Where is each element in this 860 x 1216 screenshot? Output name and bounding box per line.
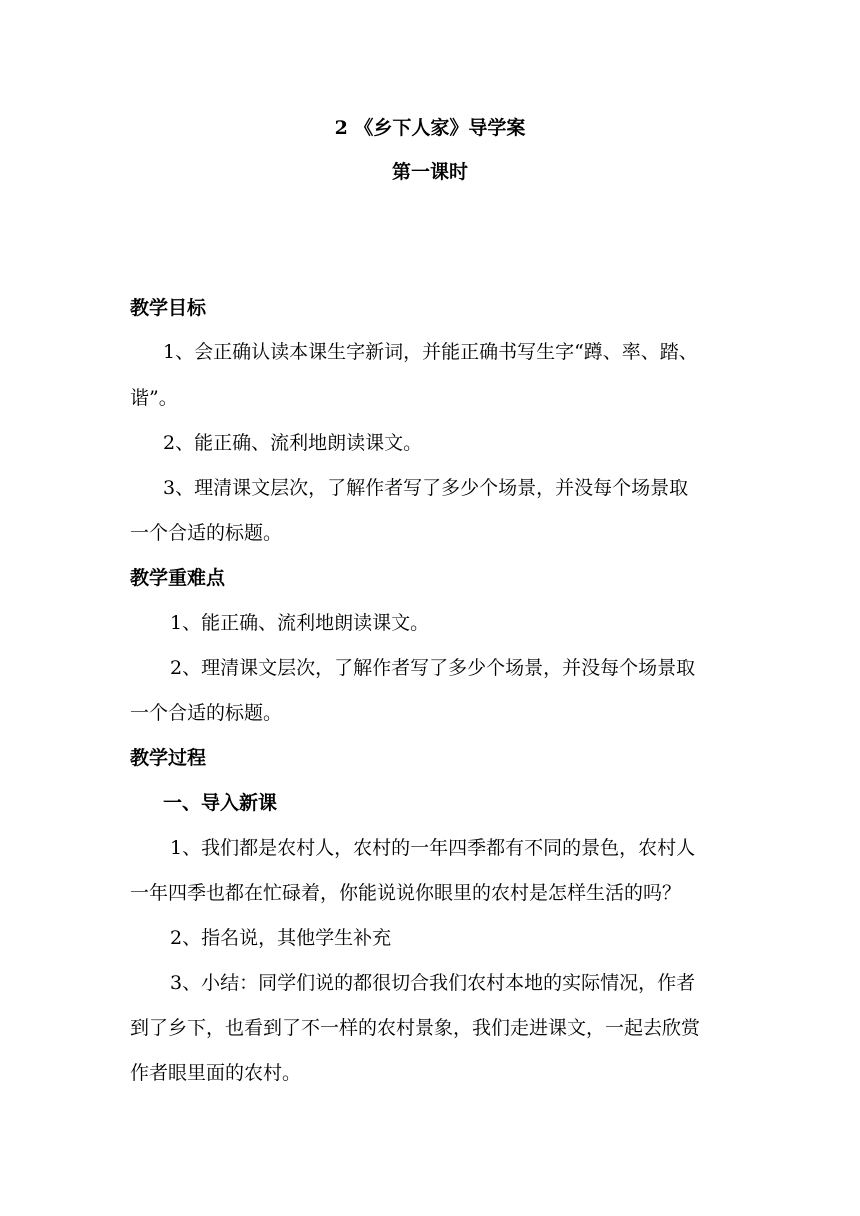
process-subheading: 一、导入新课 <box>163 792 278 814</box>
key-point-item-2-line-1: 2、理清课文层次，了解作者写了多少个场景，并没每个场景取 <box>170 657 696 679</box>
objectives-heading: 教学目标 <box>130 297 207 319</box>
process-item-3-line-3: 作者眼里面的农村。 <box>130 1062 302 1084</box>
key-point-item-2-line-2: 一个合适的标题。 <box>130 702 283 724</box>
objective-item-1-line-1: 1、会正确认读本课生字新词，并能正确书写生字“蹲、率、踏、 <box>163 341 698 363</box>
process-item-1-line-2: 一年四季也都在忙碌着，你能说说你眼里的农村是怎样生活的吗？ <box>130 882 682 904</box>
key-point-item-1-line-1: 1、能正确、流利地朗读课文。 <box>170 612 430 634</box>
objective-item-1-line-2: 谐”。 <box>130 387 178 409</box>
process-item-1-line-1: 1、我们都是农村人，农村的一年四季都有不同的景色，农村人 <box>170 837 696 859</box>
process-item-2-line-1: 2、指名说，其他学生补充 <box>170 927 392 949</box>
objective-item-2-line-1: 2、能正确、流利地朗读课文。 <box>163 432 423 454</box>
objective-item-3-line-1: 3、理清课文层次，了解作者写了多少个场景，并没每个场景取 <box>163 477 689 499</box>
process-item-3-line-2: 到了乡下，也看到了不一样的农村景象，我们走进课文，一起去欣赏 <box>130 1017 701 1039</box>
process-heading: 教学过程 <box>130 747 207 769</box>
objective-item-3-line-2: 一个合适的标题。 <box>130 522 283 544</box>
document-title: 2 《乡下人家》导学案 <box>334 117 526 139</box>
key-points-heading: 教学重难点 <box>130 567 226 589</box>
document-subtitle: 第一课时 <box>391 161 468 183</box>
process-item-3-line-1: 3、小结：同学们说的都很切合我们农村本地的实际情况，作者 <box>170 972 696 994</box>
